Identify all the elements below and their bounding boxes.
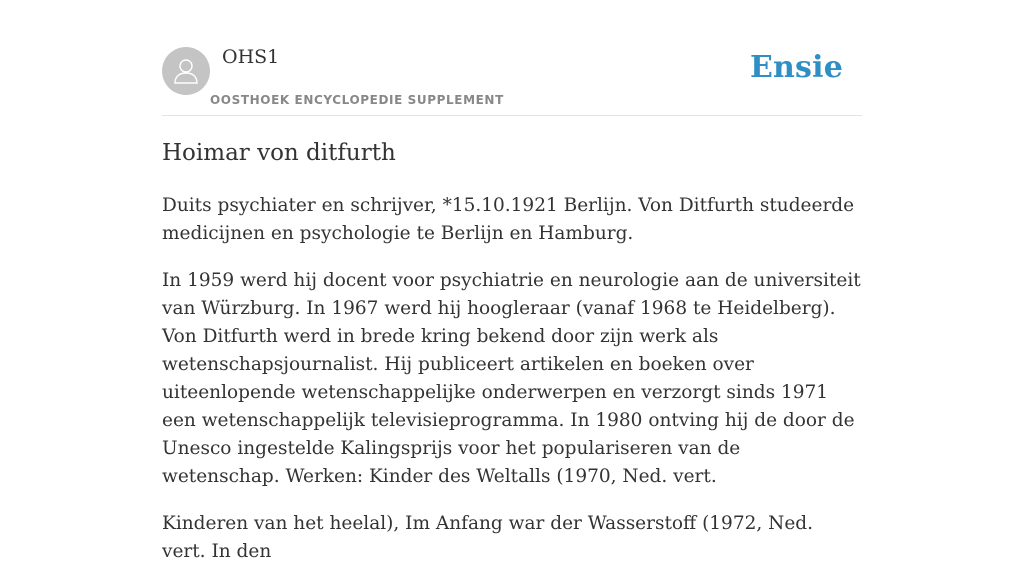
avatar[interactable] bbox=[162, 47, 210, 95]
author-name[interactable]: OHS1 bbox=[222, 46, 280, 68]
article-paragraph: Duits psychiater en schrijver, *15.10.1921 Berlijn. Von Ditfurth studeerde medicijnen en psychologie te Berlijn en Hamburg. bbox=[162, 195, 855, 244]
source-name[interactable]: OOSTHOEK ENCYCLOPEDIE SUPPLEMENT bbox=[210, 93, 504, 107]
page-container bbox=[162, 0, 862, 562]
page-title: Hoimar von ditfurth bbox=[162, 140, 396, 166]
article-paragraph: Kinderen van het heelal), Im Anfang war der Wasserstoff (1972, Ned. vert. In den bbox=[162, 513, 813, 562]
article-body bbox=[162, 192, 862, 585]
ensie-logo[interactable]: Ensie bbox=[749, 50, 843, 85]
user-icon bbox=[171, 56, 201, 86]
entry-header bbox=[162, 0, 862, 116]
article-paragraph: In 1959 werd hij docent voor psychiatrie en neurologie aan de universiteit van Würzburg. In 1967 werd hij hoogleraar (vanaf 1968 te Heidelberg). Von Ditfurth werd in brede kring bekend door zijn werk als wetenschapsjournalist. Hij publiceert artikelen en boeken over uiteenlopende wetenschappelijke onderwerpen en verzorgt sinds 1971 een wetenschappelijk televisieprogramma. In 1980 ontving hij de door de Unesco ingestelde Kalingsprijs voor het populariseren van de wetenschap. Werken: Kinder des Weltalls (1970, Ned. vert. bbox=[162, 270, 861, 487]
